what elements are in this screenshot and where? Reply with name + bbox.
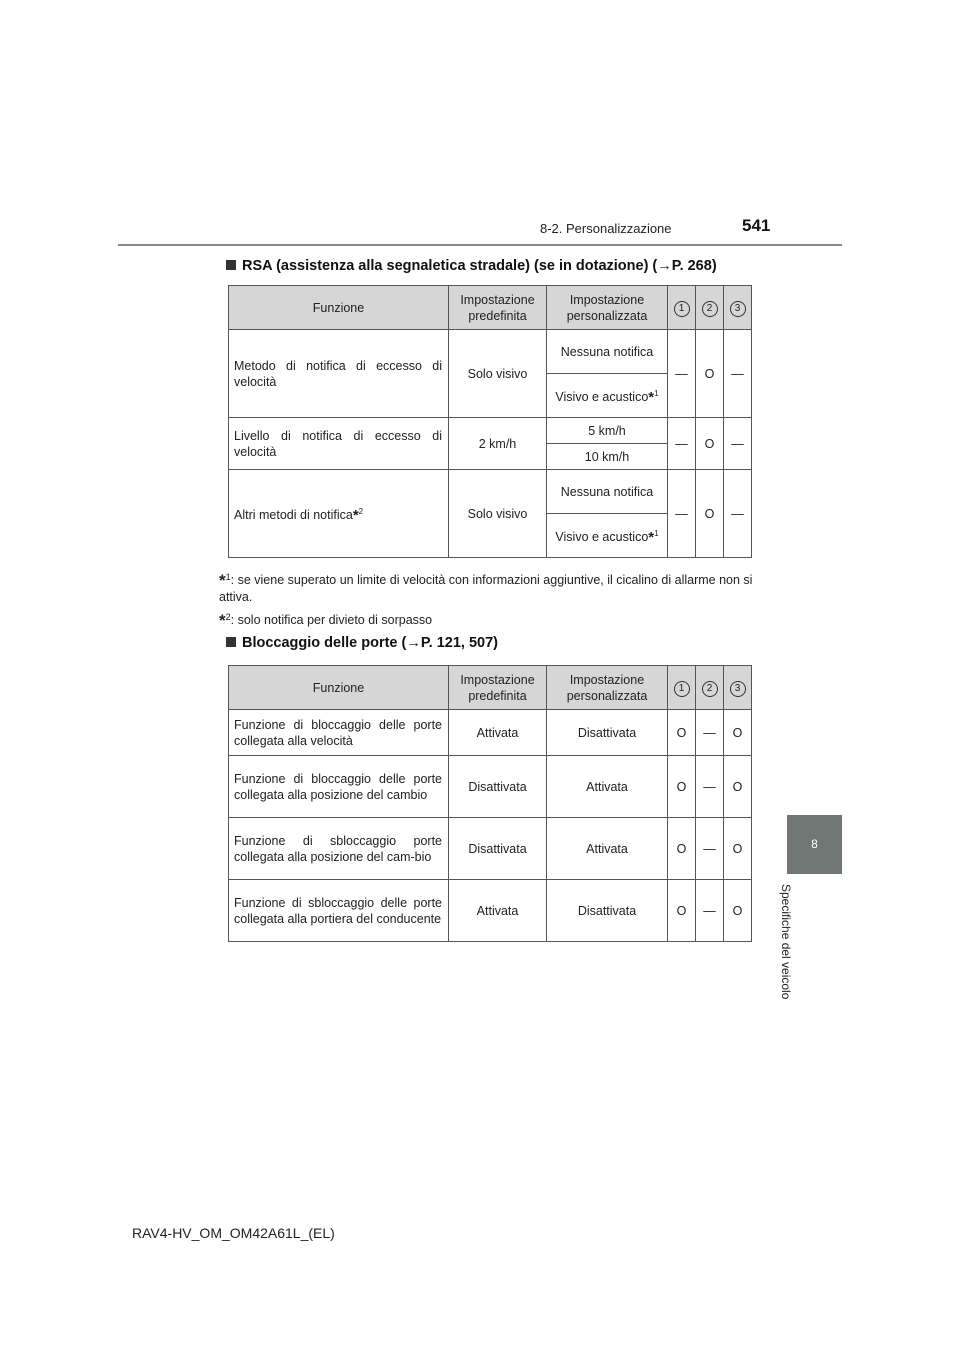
cell-function: Funzione di bloccaggio delle porte collegata alla velocità bbox=[229, 710, 449, 756]
cell-function-text: Altri metodi di notifica bbox=[234, 507, 353, 522]
asterisk-icon: * bbox=[648, 528, 655, 546]
header-default: Impostazione predefinita bbox=[449, 286, 547, 330]
chapter-tab-number: 8 bbox=[787, 815, 842, 874]
cell-custom-b-text: Visivo e acustico bbox=[555, 529, 649, 544]
cell-mark-2: O bbox=[696, 330, 724, 418]
section-title-rsa bbox=[226, 258, 717, 274]
section-title-door-lock bbox=[226, 635, 498, 651]
cell-default: Attivata bbox=[449, 880, 547, 942]
header-default: Impostazione predefinita bbox=[449, 666, 547, 710]
table-row bbox=[229, 710, 752, 756]
header-divider bbox=[118, 244, 842, 246]
cell-default: Disattivata bbox=[449, 756, 547, 818]
circled-2-icon: 2 bbox=[702, 301, 718, 317]
rsa-settings-table bbox=[228, 285, 752, 558]
cell-function: Livello di notifica di eccesso di velocità bbox=[229, 418, 449, 470]
cell-mark-2: — bbox=[696, 710, 724, 756]
cell-mark-1: O bbox=[668, 880, 696, 942]
cell-custom: Disattivata bbox=[547, 710, 668, 756]
header-custom: Impostazione personalizzata bbox=[547, 666, 668, 710]
table-row bbox=[229, 880, 752, 942]
footnote-2 bbox=[219, 609, 754, 629]
cell-mark-2: O bbox=[696, 470, 724, 558]
section-title-text: RSA (assistenza alla segnaletica stradale) (se in dotazione) (→P. 268) bbox=[242, 258, 717, 274]
door-lock-settings-table bbox=[228, 665, 752, 942]
footnote-1 bbox=[219, 569, 754, 606]
cell-function: Funzione di sbloccaggio porte collegata alla posizione del cam-bio bbox=[229, 818, 449, 880]
cell-mark-3: O bbox=[724, 818, 752, 880]
header-function: Funzione bbox=[229, 286, 449, 330]
footnote-number: 2 bbox=[225, 612, 231, 622]
document-code: RAV4-HV_OM_OM42A61L_(EL) bbox=[132, 1225, 335, 1241]
square-bullet-icon bbox=[226, 260, 236, 270]
cell-mark-3: — bbox=[724, 418, 752, 470]
footnote-ref: 1 bbox=[654, 528, 659, 538]
chapter-tab-label-text: Specifiche del veicolo bbox=[779, 884, 793, 1000]
circled-3-icon: 3 bbox=[730, 681, 746, 697]
footnote-ref: 1 bbox=[654, 388, 659, 398]
circled-3-icon: 3 bbox=[730, 301, 746, 317]
asterisk-icon: * bbox=[352, 506, 359, 524]
cell-mark-1: — bbox=[668, 470, 696, 558]
table-row bbox=[229, 470, 752, 514]
cell-custom-a: Nessuna notifica bbox=[547, 470, 668, 514]
cell-default: 2 km/h bbox=[449, 418, 547, 470]
circled-2-icon: 2 bbox=[702, 681, 718, 697]
cell-default: Disattivata bbox=[449, 818, 547, 880]
table-row bbox=[229, 818, 752, 880]
cell-mark-2: — bbox=[696, 880, 724, 942]
footnote-number: 1 bbox=[225, 572, 231, 582]
cell-custom-b: 10 km/h bbox=[547, 444, 668, 470]
cell-mark-3: O bbox=[724, 756, 752, 818]
cell-mark-2: — bbox=[696, 818, 724, 880]
cell-custom-b bbox=[547, 374, 668, 418]
cell-function: Funzione di sbloccaggio delle porte collegata alla portiera del conducente bbox=[229, 880, 449, 942]
cell-mark-3: O bbox=[724, 710, 752, 756]
cell-mark-3: — bbox=[724, 470, 752, 558]
cell-custom-b bbox=[547, 514, 668, 558]
cell-mark-1: O bbox=[668, 756, 696, 818]
cell-function bbox=[229, 470, 449, 558]
header-function: Funzione bbox=[229, 666, 449, 710]
section-header: 8-2. Personalizzazione bbox=[540, 221, 672, 236]
header-custom: Impostazione personalizzata bbox=[547, 286, 668, 330]
circled-1-icon: 1 bbox=[674, 681, 690, 697]
cell-function: Funzione di bloccaggio delle porte collegata alla posizione del cambio bbox=[229, 756, 449, 818]
circled-1-icon: 1 bbox=[674, 301, 690, 317]
footnote-text: : solo notifica per divieto di sorpasso bbox=[230, 613, 433, 627]
footnote-ref: 2 bbox=[358, 506, 364, 516]
cell-custom: Disattivata bbox=[547, 880, 668, 942]
cell-mark-1: — bbox=[668, 418, 696, 470]
cell-mark-1: — bbox=[668, 330, 696, 418]
cell-custom-b-text: Visivo e acustico bbox=[555, 389, 649, 404]
cell-mark-2: O bbox=[696, 418, 724, 470]
cell-mark-1: O bbox=[668, 710, 696, 756]
asterisk-icon: * bbox=[219, 571, 226, 590]
footnote-text: : se viene superato un limite di velocità con informazioni aggiuntive, il cicalino di allarme non si attiva. bbox=[219, 573, 753, 604]
page-number: 541 bbox=[742, 216, 771, 235]
asterisk-icon: * bbox=[219, 611, 226, 630]
cell-default: Solo visivo bbox=[449, 330, 547, 418]
table-row bbox=[229, 418, 752, 444]
cell-custom-a: 5 km/h bbox=[547, 418, 668, 444]
section-title-text: Bloccaggio delle porte (→P. 121, 507) bbox=[242, 635, 498, 651]
cell-function: Metodo di notifica di eccesso di velocità bbox=[229, 330, 449, 418]
square-bullet-icon bbox=[226, 637, 236, 647]
asterisk-icon: * bbox=[648, 388, 655, 406]
table-row bbox=[229, 756, 752, 818]
cell-default: Attivata bbox=[449, 710, 547, 756]
cell-mark-2: — bbox=[696, 756, 724, 818]
cell-mark-1: O bbox=[668, 818, 696, 880]
cell-custom: Attivata bbox=[547, 818, 668, 880]
cell-default: Solo visivo bbox=[449, 470, 547, 558]
chapter-tab-label bbox=[771, 884, 815, 1008]
cell-mark-3: O bbox=[724, 880, 752, 942]
cell-mark-3: — bbox=[724, 330, 752, 418]
cell-custom: Attivata bbox=[547, 756, 668, 818]
table-row bbox=[229, 330, 752, 374]
cell-custom-a: Nessuna notifica bbox=[547, 330, 668, 374]
